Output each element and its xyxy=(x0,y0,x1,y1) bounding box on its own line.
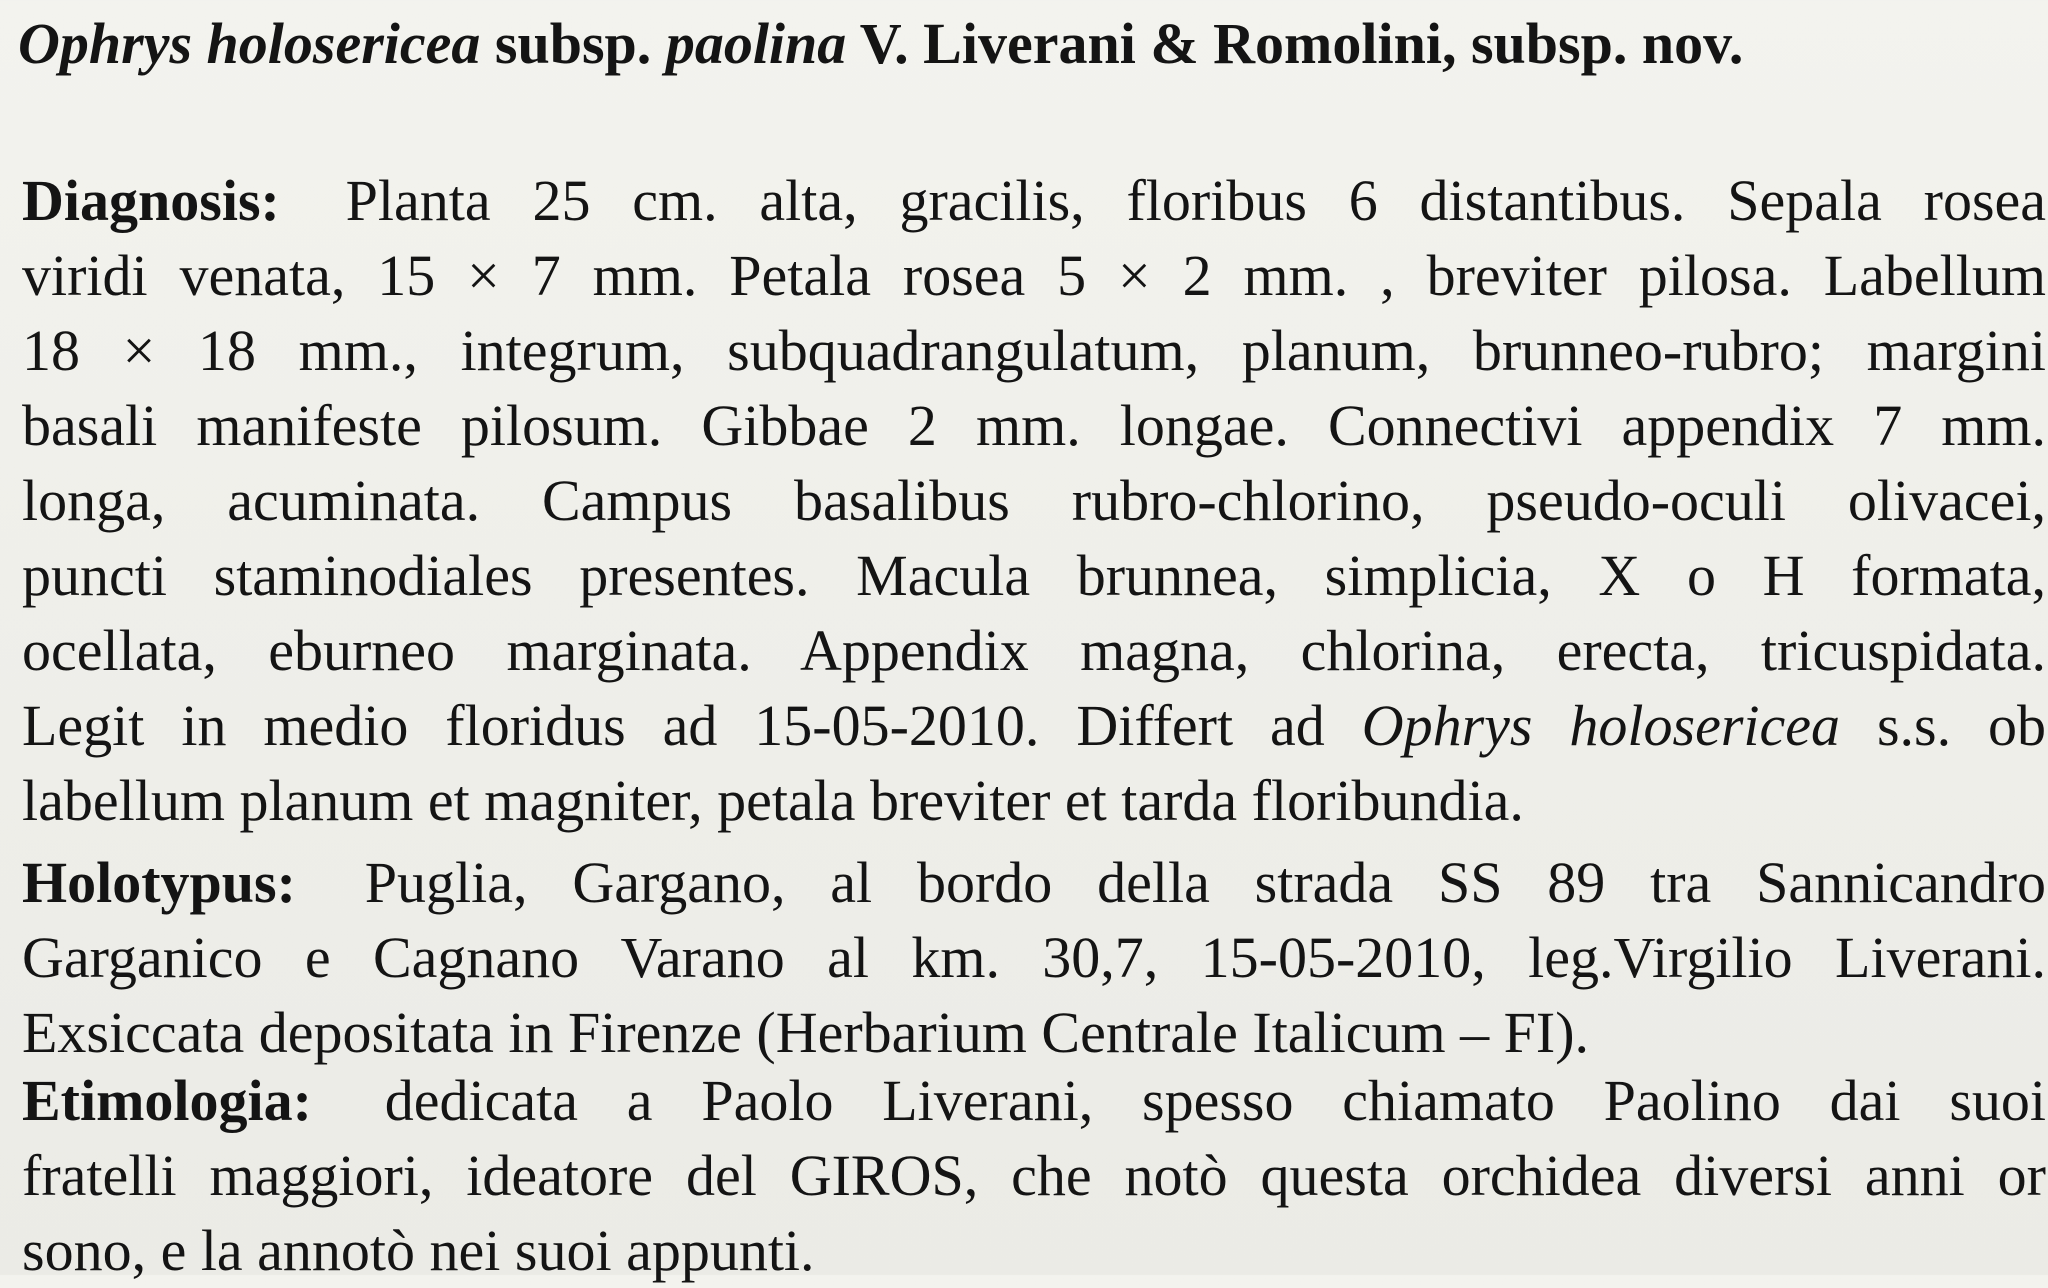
holotypus-text: Puglia, Gargano, al bordo della strada SS 89 tra Sannicandro xyxy=(364,850,2046,915)
diagnosis-line: viridi venata, 15 × 7 mm. Petala rosea 5 × 2 mm. , breviter pilosa. Labellum xyxy=(22,243,2046,308)
etimologia-heading: Etimologia: xyxy=(22,1068,312,1133)
holotypus-line: Exsiccata depositata in Firenze (Herbarium Centrale Italicum – FI). xyxy=(22,1000,1590,1065)
etimologia-line xyxy=(22,1063,2046,1138)
diagnosis-text: Planta 25 cm. alta, gracilis, floribus 6 distantibus. Sepala rosea xyxy=(345,168,2046,233)
taxon-species-name: Ophrys holosericea xyxy=(18,11,481,76)
holotypus-heading: Holotypus: xyxy=(22,850,296,915)
diagnosis-heading: Diagnosis: xyxy=(22,168,280,233)
diagnosis-text: s.s. ob xyxy=(1876,693,2046,758)
diagnosis-line: puncti staminodiales presentes. Macula brunnea, simplicia, X o H formata, xyxy=(22,543,2046,608)
etimologia-line: fratelli maggiori, ideatore del GIROS, che notò questa orchidea diversi anni or xyxy=(22,1143,2046,1208)
taxon-title xyxy=(18,8,2028,80)
diagnosis-line: longa, acuminata. Campus basalibus rubro-chlorino, pseudo-oculi olivacei, xyxy=(22,468,2046,533)
diagnosis-text: Legit in medio floridus ad 15-05-2010. Differt ad xyxy=(22,693,1325,758)
etimologia-text: dedicata a Paolo Liverani, spesso chiamato Paolino dai suoi xyxy=(384,1068,2046,1133)
diagnosis-line xyxy=(22,688,2046,763)
holotypus-section xyxy=(22,845,2046,1070)
taxon-authors: V. Liverani & Romolini, subsp. nov. xyxy=(859,11,1744,76)
diagnosis-line: basali manifeste pilosum. Gibbae 2 mm. longae. Connectivi appendix 7 mm. xyxy=(22,393,2046,458)
diagnosis-line: ocellata, eburneo marginata. Appendix magna, chlorina, erecta, tricuspidata. xyxy=(22,618,2046,683)
etimologia-line: sono, e la annotò nei suoi appunti. xyxy=(22,1218,815,1283)
taxon-rank: subsp. xyxy=(494,11,652,76)
diagnosis-line: labellum planum et magniter, petala breviter et tarda floribundia. xyxy=(22,768,1524,833)
holotypus-line: Garganico e Cagnano Varano al km. 30,7, 15-05-2010, leg.Virgilio Liverani. xyxy=(22,925,2046,990)
diagnosis-line xyxy=(22,163,2046,238)
taxon-epithet: paolina xyxy=(665,11,847,76)
species-name-inline: Ophrys holosericea xyxy=(1361,693,1840,758)
diagnosis-section xyxy=(22,163,2046,838)
etimologia-section xyxy=(22,1063,2046,1288)
holotypus-line xyxy=(22,845,2046,920)
diagnosis-line: 18 × 18 mm., integrum, subquadrangulatum, planum, brunneo-rubro; margini xyxy=(22,318,2046,383)
